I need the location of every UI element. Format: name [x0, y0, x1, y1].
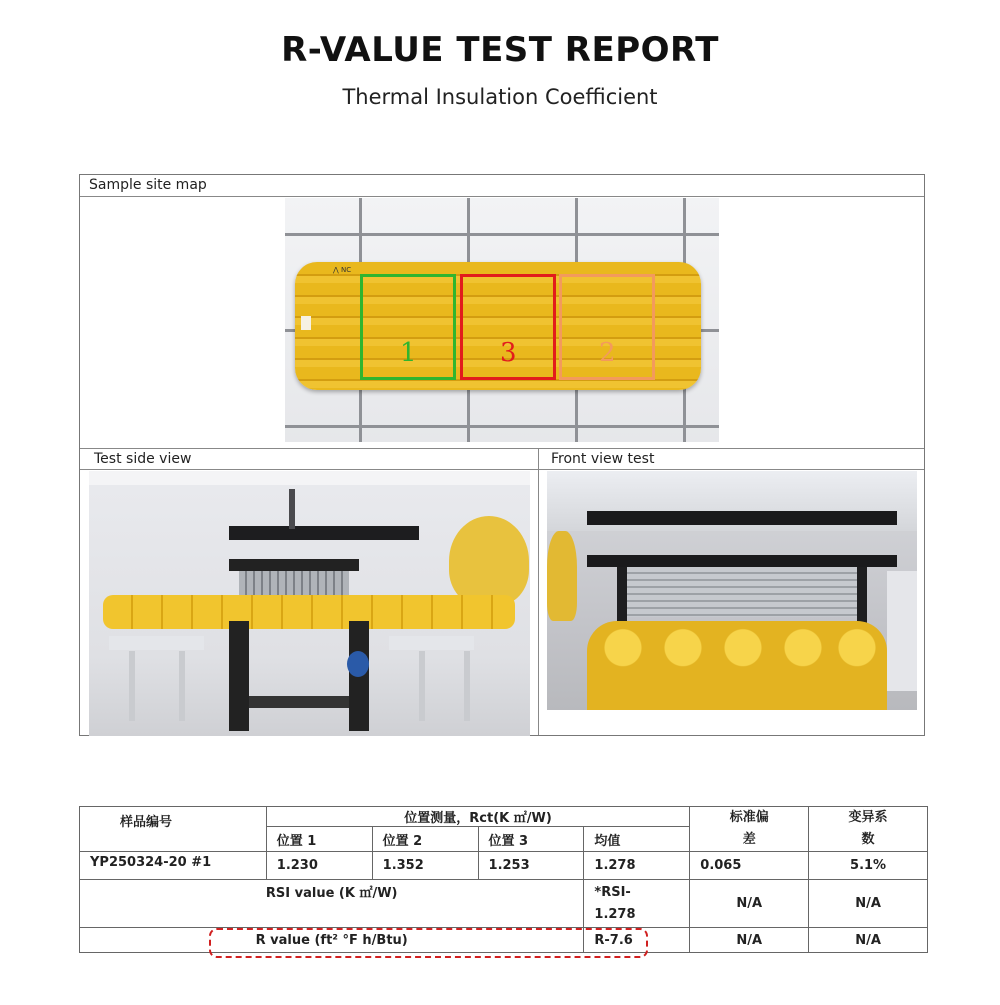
frame-divider	[80, 448, 924, 449]
value-pos1: 1.230	[266, 852, 372, 880]
value-pos2: 1.352	[372, 852, 478, 880]
sample-map-photo	[285, 198, 719, 442]
subheader-pos3: 位置 3	[478, 827, 584, 852]
rsi-label: RSI value (K ㎡/W)	[80, 880, 584, 928]
rsi-std-dev: N/A	[690, 880, 809, 928]
value-std-dev: 0.065	[690, 852, 809, 880]
report-title: R-VALUE TEST REPORT	[281, 30, 719, 70]
value-pos3: 1.253	[478, 852, 584, 880]
frame-divider	[80, 469, 924, 470]
front-view-photo	[547, 471, 917, 710]
report-subtitle: Thermal Insulation Coefficient	[342, 85, 658, 109]
rsi-cv: N/A	[809, 880, 928, 928]
header-cv	[809, 807, 928, 852]
side-view-photo	[89, 471, 530, 736]
r-std-dev: N/A	[690, 928, 809, 953]
subheader-pos2: 位置 2	[372, 827, 478, 852]
r-value-highlight	[209, 928, 648, 958]
frame-divider	[80, 196, 924, 197]
side-view-label: Test side view	[94, 451, 192, 467]
r-value-label: R value (ft² °F h/Btu)	[80, 928, 584, 953]
sample-position-number: 2	[599, 338, 616, 368]
rsi-value-line1: *RSI-	[594, 884, 631, 900]
header-std-dev-line1: 标准偏	[729, 810, 769, 825]
sample-position-number: 3	[500, 338, 517, 368]
r-value: R-7.6	[584, 928, 690, 953]
r-cv: N/A	[809, 928, 928, 953]
rsi-value	[584, 880, 690, 928]
header-cv-line1: 变异系	[848, 810, 888, 825]
brand-logo-icon: ⋀ NC	[333, 266, 352, 274]
sample-map-label: Sample site map	[89, 177, 207, 193]
rsi-value-line2: 1.278	[594, 906, 636, 922]
mat-tag	[301, 316, 311, 330]
sample-position-number: 1	[400, 338, 417, 368]
subheader-mean: 均值	[584, 827, 690, 852]
header-std-dev	[690, 807, 809, 852]
sample-id: YP250324-20 #1	[80, 852, 267, 880]
header-std-dev-line2: 差	[742, 832, 756, 847]
header-position-measure: 位置测量，Rct(K ㎡/W)	[266, 807, 690, 827]
header-sample-no: 样品编号	[80, 807, 267, 852]
frame-divider	[538, 449, 539, 735]
subheader-pos1: 位置 1	[266, 827, 372, 852]
header-cv-line2: 数	[861, 832, 875, 847]
value-mean: 1.278	[584, 852, 690, 880]
front-view-label: Front view test	[551, 451, 655, 467]
value-cv: 5.1%	[809, 852, 928, 880]
